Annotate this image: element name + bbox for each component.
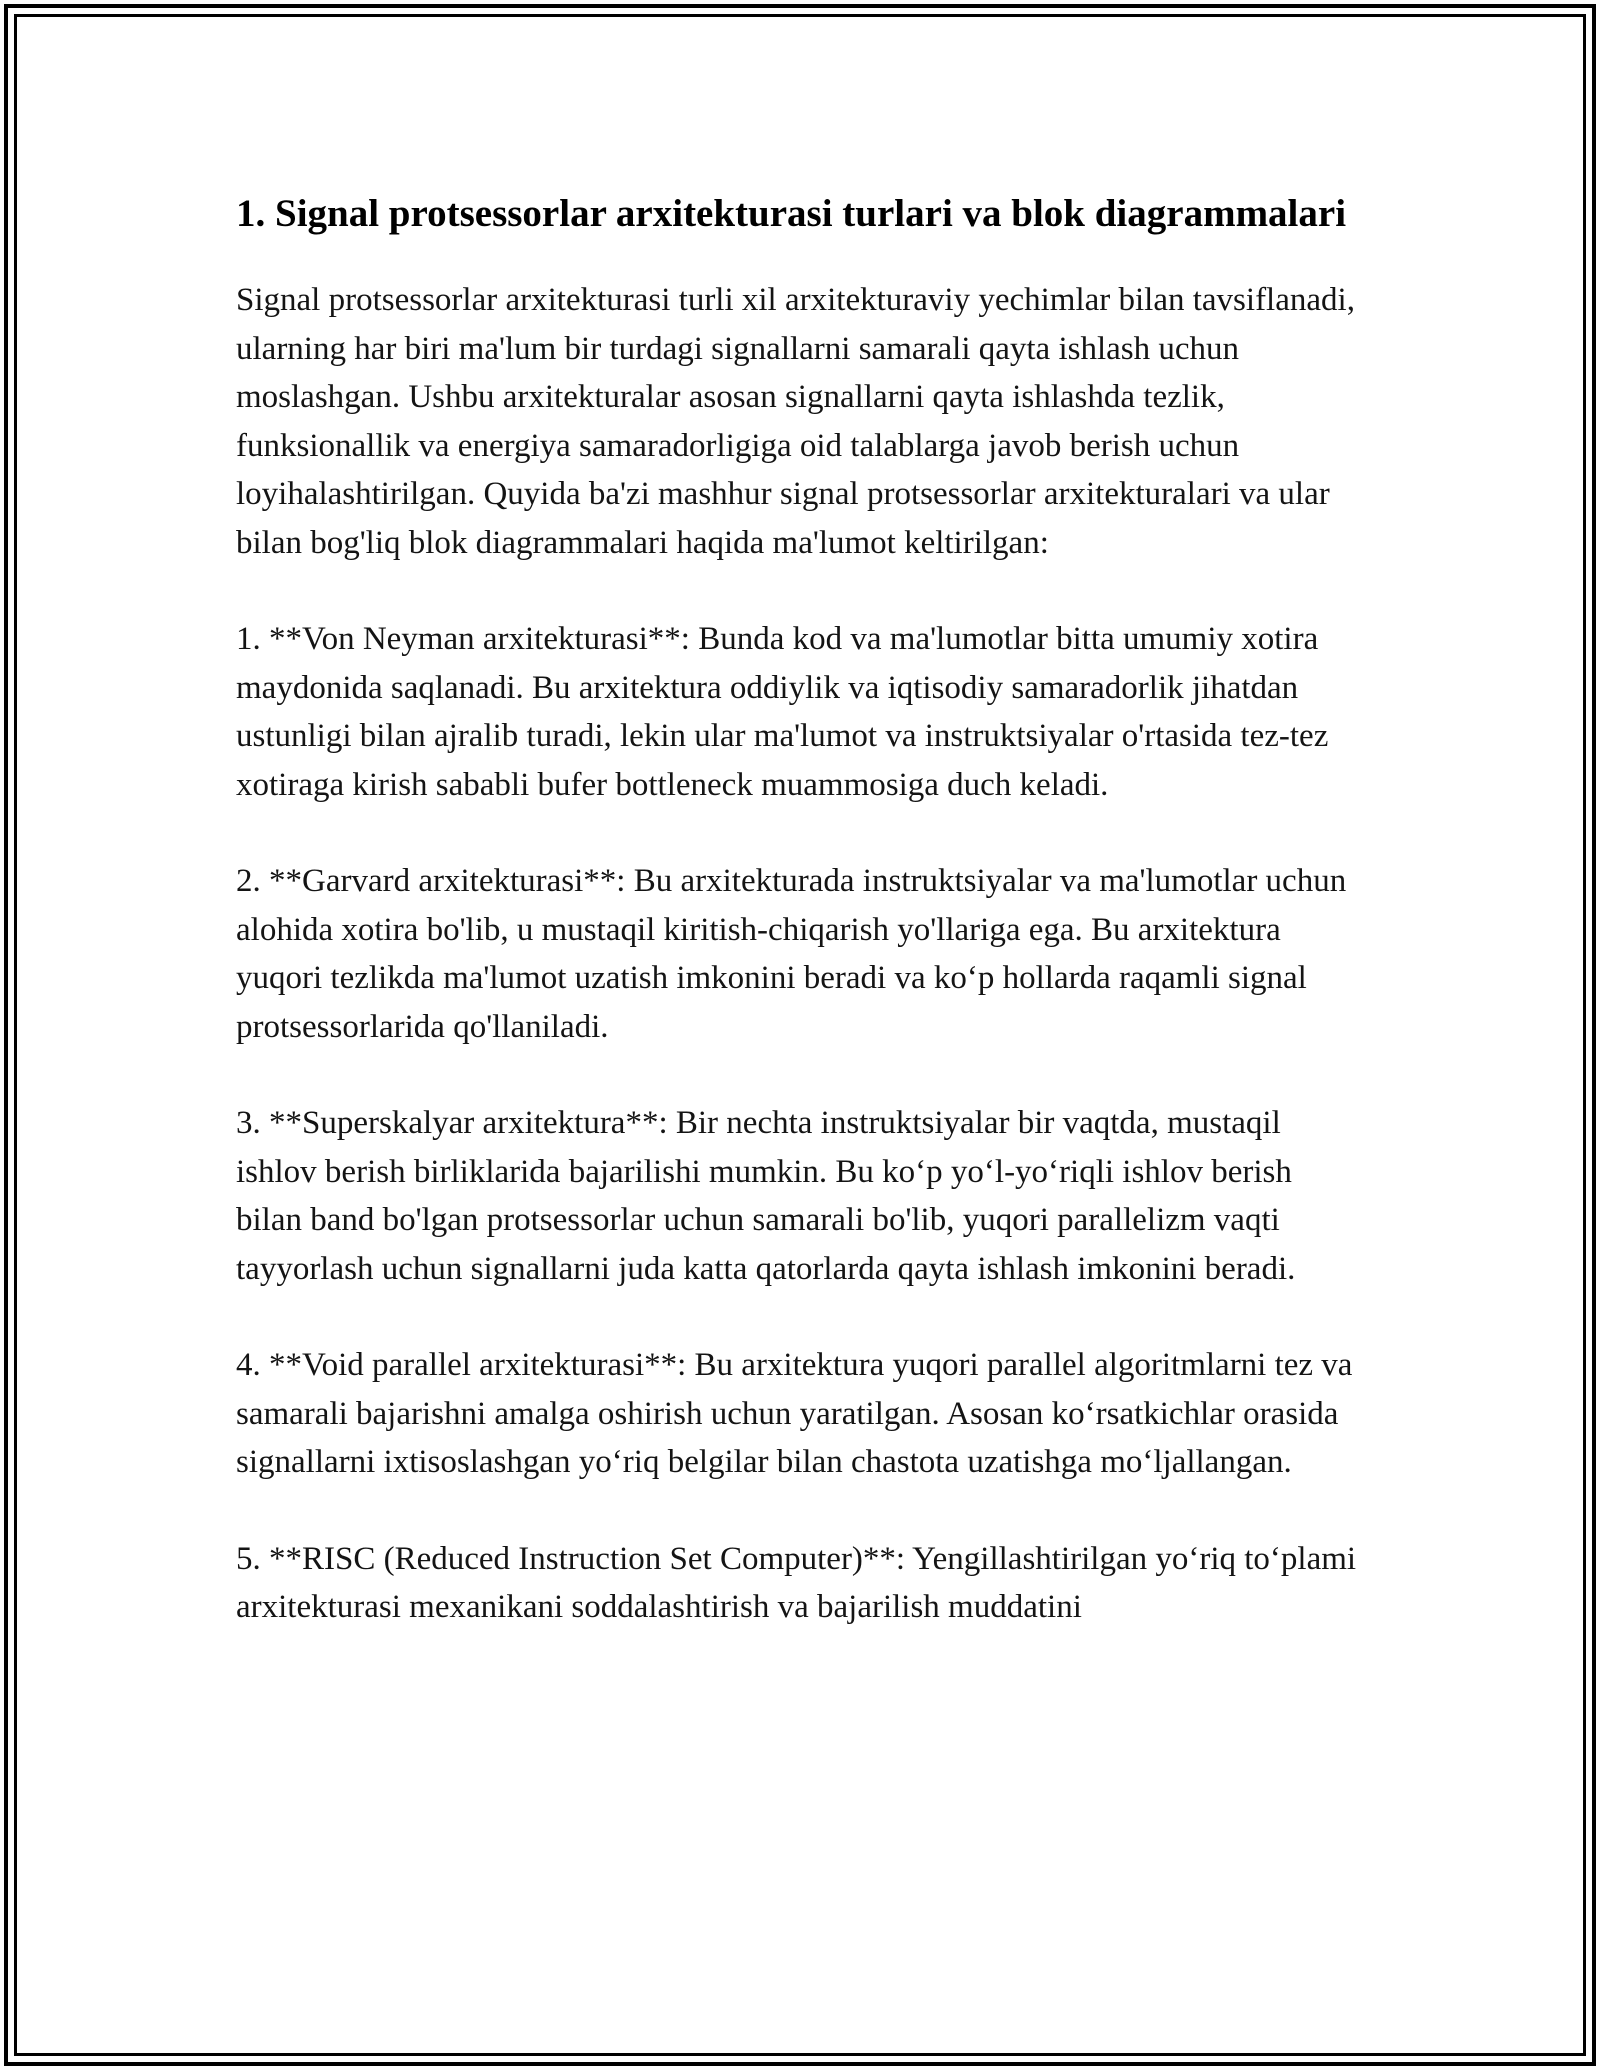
paragraph-superskalyar: 3. **Superskalyar arxitektura**: Bir nechta instruktsiyalar bir vaqtda, mustaqil ishlov berish birliklarida bajarilishi mumkin. Bu ko‘p yo‘l-yo‘riqli ishlov berish bilan band bo'lgan protsessorlar uchun samarali bo'lib, yuqori parallelizm vaqti tayyorlash uchun signallarni juda katta qatorlarda qayta ishlash imkonini beradi. bbox=[236, 1105, 1296, 1287]
document-body bbox=[236, 186, 1366, 1680]
paragraph-void-parallel: 4. **Void parallel arxitekturasi**: Bu arxitektura yuqori parallel algoritmlarni tez va samarali bajarishni amalga oshirish uchun yaratilgan. Asosan ko‘rsatkichlar orasida signallarni ixtisoslashgan yo‘riq belgilar bilan chastota uzatishga mo‘ljallangan. bbox=[236, 1347, 1353, 1480]
paragraph-garvard: 2. **Garvard arxitekturasi**: Bu arxitekturada instruktsiyalar va ma'lumotlar uchun alohida xotira bo'lib, u mustaqil kiritish-chiqarish yo'llariga ega. Bu arxitektura yuqori tezlikda ma'lumot uzatish imkonini beradi va ko‘p hollarda raqamli signal protsessorlarida qo'llaniladi. bbox=[236, 863, 1347, 1045]
paragraph-von-neyman: 1. **Von Neyman arxitekturasi**: Bunda kod va ma'lumotlar bitta umumiy xotira maydonida saqlanadi. Bu arxitektura oddiylik va iqtisodiy samaradorlik jihatdan ustunligi bilan ajralib turadi, lekin ular ma'lumot va instruktsiyalar o'rtasida tez-tez xotiraga kirish sababli bufer bottleneck muammosiga duch keladi. bbox=[236, 621, 1329, 803]
paragraph-risc: 5. **RISC (Reduced Instruction Set Computer)**: Yengillashtirilgan yo‘riq to‘plami arxitekturasi mexanikani soddalashtirish va bajarilish muddatini bbox=[236, 1540, 1357, 1625]
intro-paragraph: Signal protsessorlar arxitekturasi turli xil arxitekturaviy yechimlar bilan tavsiflanadi, ularning har biri ma'lum bir turdagi signallarni samarali qayta ishlash uchun moslashgan. Ushbu arxitekturalar asosan signallarni qayta ishlashda tezlik, funksionallik va energiya samaradorligiga oid talablarga javob berish uchun loyihalashtirilgan. Quyida ba'zi mashhur signal protsessorlar arxitekturalari va ular bilan bog'liq blok diagrammalari haqida ma'lumot keltirilgan: bbox=[236, 282, 1355, 561]
section-heading: 1. Signal protsessorlar arxitekturasi turlari va blok diagrammalari bbox=[236, 192, 1347, 235]
